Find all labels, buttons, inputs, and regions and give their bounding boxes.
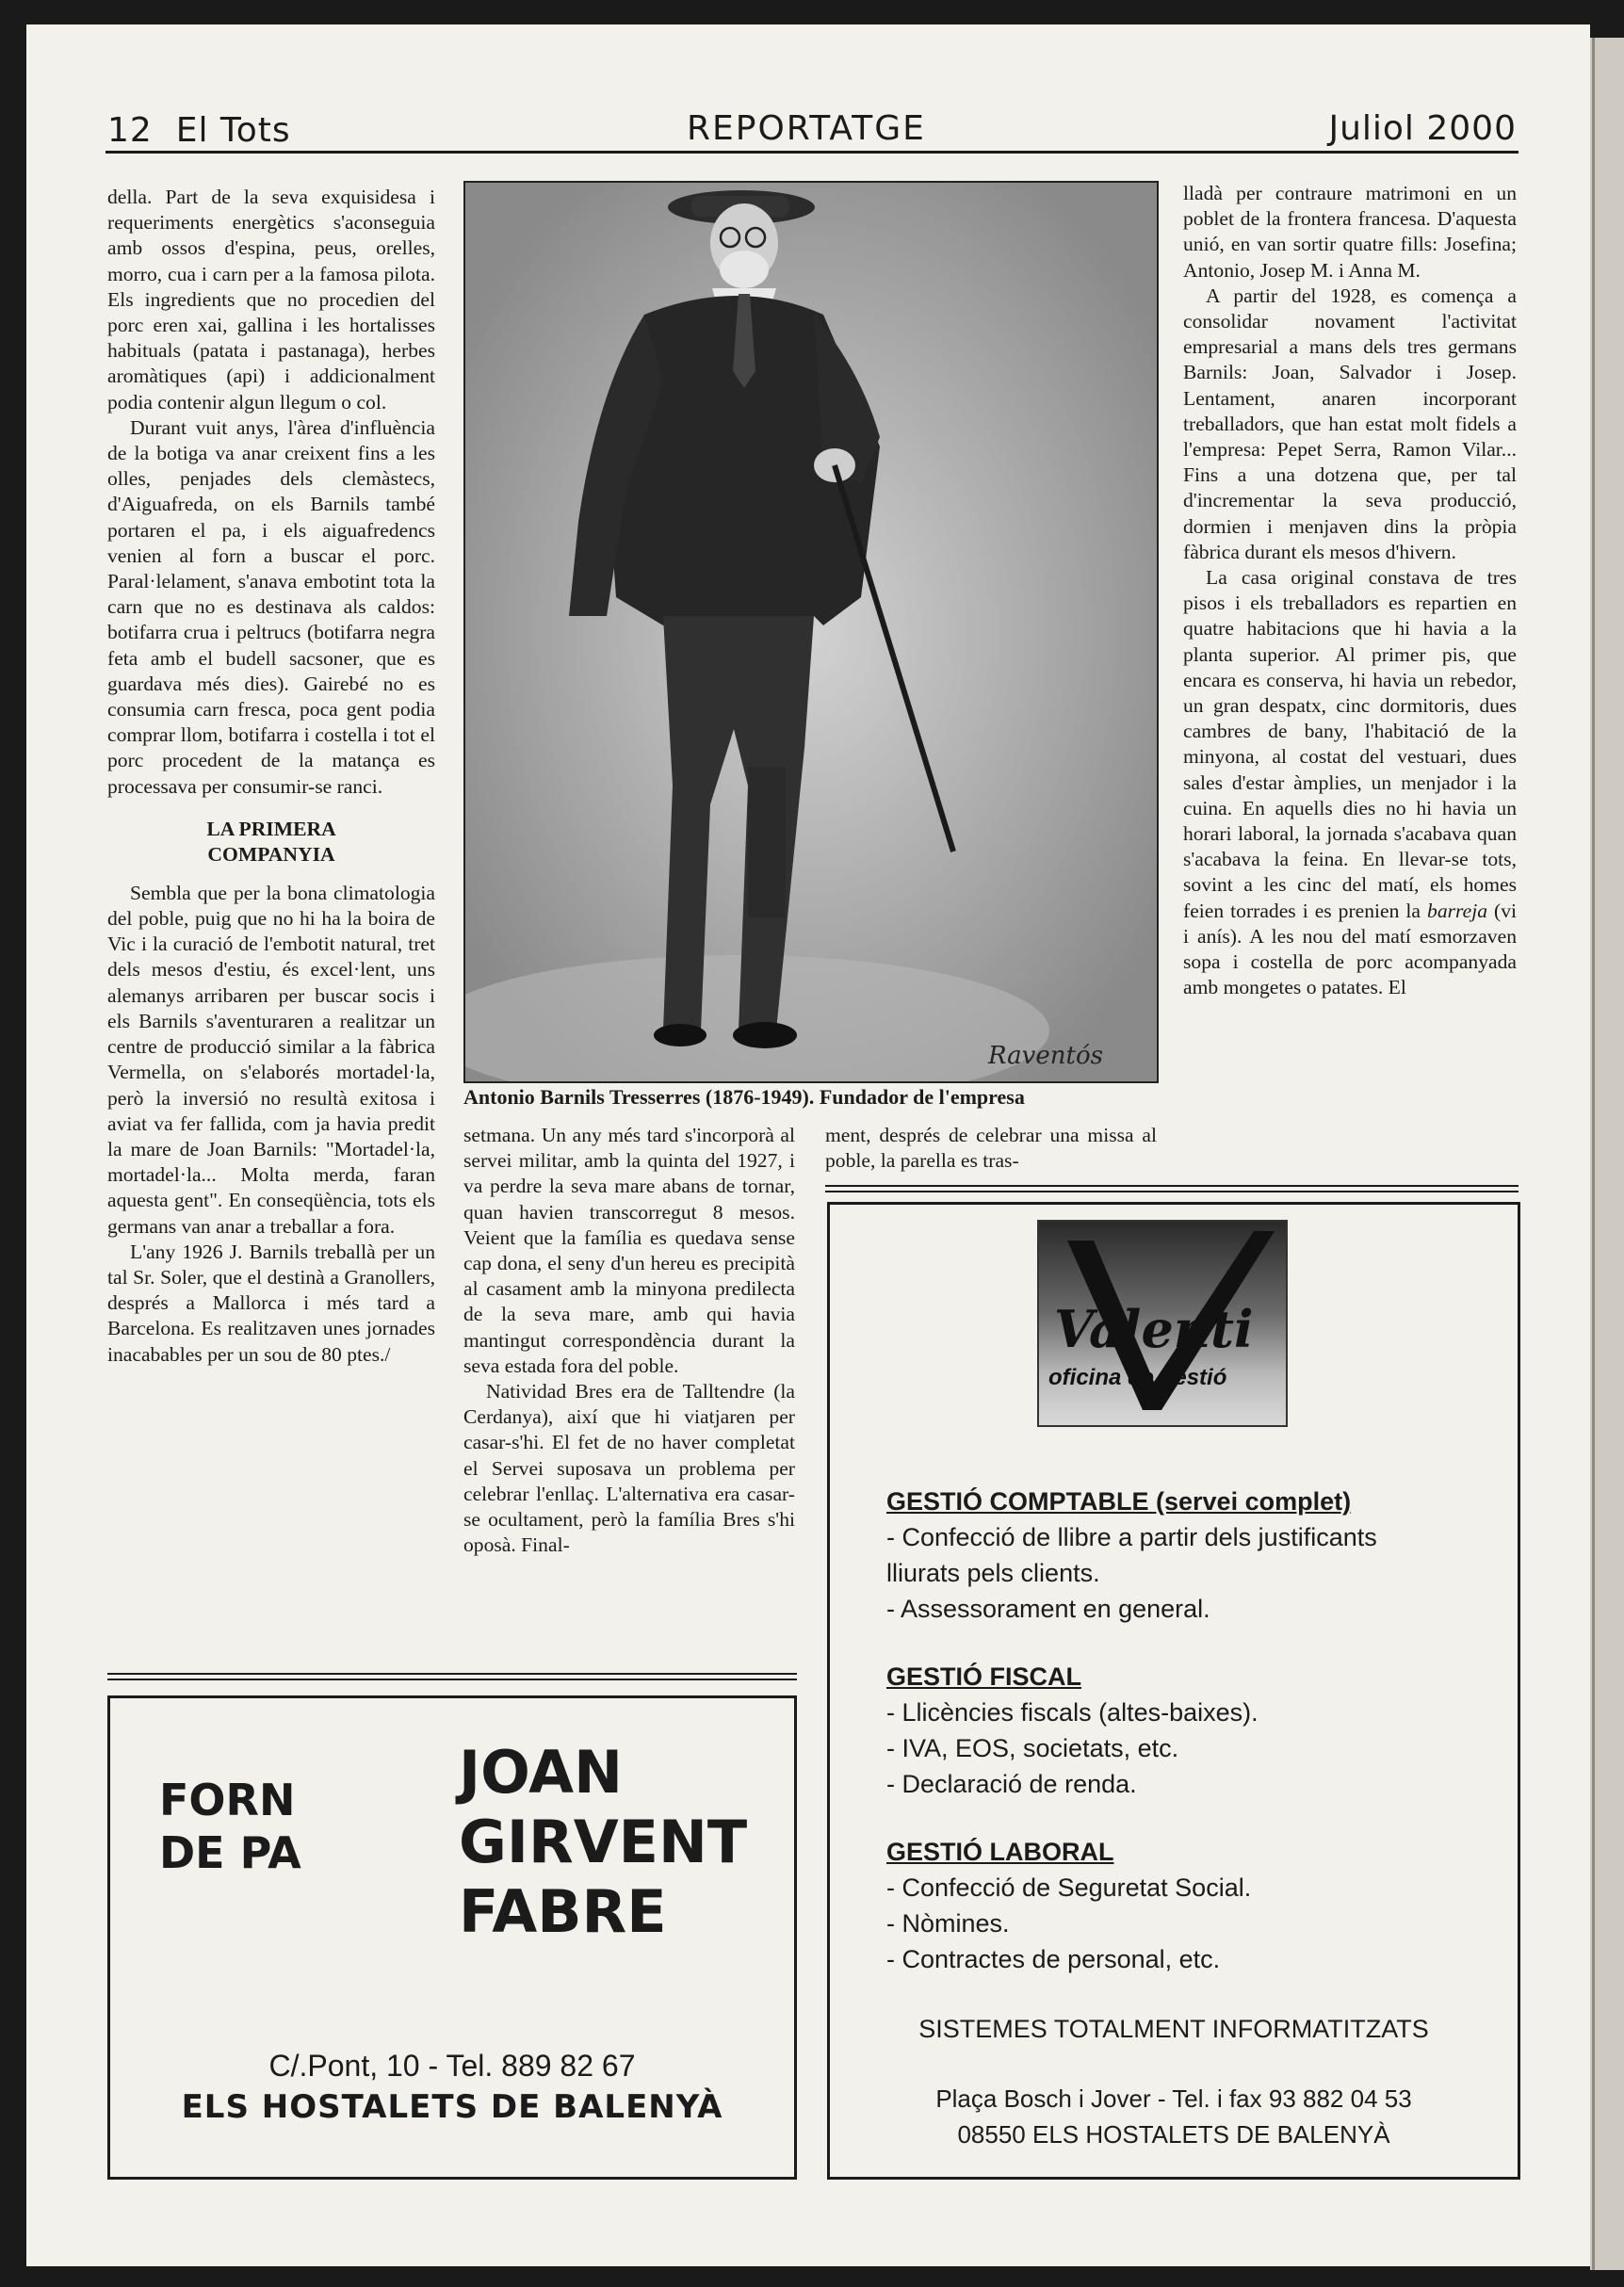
valenti-town: 08550 ELS HOSTALETS DE BALENYÀ: [957, 2120, 1390, 2149]
portrait-illustration: [465, 183, 1157, 1081]
service-item: - IVA, EOS, societats, etc.: [886, 1734, 1179, 1762]
ad-divider-left: [107, 1673, 797, 1675]
ad-divider-right: [825, 1185, 1518, 1187]
article-paragraph: A partir del 1928, es comença a consolidar novament l'activitat empresarial a mans dels tres germans Barnils: Joan, Salvador i Josep. Lentament, anaren incorporant treballadors, que han estat molt fidels a l'empresa: Pepet Serra, Ramon Vilar... Fins a una dotzena que, per tal d'incrementar la seva producció, dormien i menjaven dins la pròpia fàbrica durant els mesos d'hivern.: [1183, 284, 1517, 563]
article-paragraph: [1183, 565, 1517, 1000]
labour-section: [886, 1834, 1251, 1977]
ad-divider-left-2: [107, 1679, 797, 1680]
service-item: - Confecció de Seguretat Social.: [886, 1873, 1252, 1902]
article-column-4: [1183, 181, 1517, 1001]
service-item: lliurats pels clients.: [886, 1559, 1100, 1587]
article-paragraph: ment, després de celebrar una missa al poble, la parella es tras-: [825, 1124, 1157, 1173]
section-heading: GESTIÓ COMPTABLE (servei complet): [886, 1487, 1352, 1516]
article-paragraph: Durant vuit anys, l'àrea d'influència de la botiga va anar creixent fins a les olles, penjades dels clemàstecs, d'Aiguafreda, on els Barnils també portaren el pa, i els aiguafredencs venien al forn a buscar el porc. Paral·lelament, s'anava embotint tota la carn que no es destinava als caldos: botifarra crua i peltrucs (botifarra negra feta amb el budell sacsoner, que es guardava més dies). Gairebé no es consumia carn fresca, poca gent podia comprar llom, botifarra i costella i tot el porc procedent de la matança es processava per consumir-se ranci.: [107, 415, 435, 798]
header-rule: [106, 151, 1518, 154]
bakery-owner-name: [459, 1738, 747, 1947]
valenti-address: Plaça Bosch i Jover - Tel. i fax 93 882 04 53: [935, 2084, 1412, 2113]
bakery-label: [159, 1774, 301, 1879]
ad-divider-right-2: [825, 1191, 1518, 1192]
owner-name-line: FABRE: [459, 1877, 667, 1946]
portrait-photo: [463, 181, 1159, 1083]
issue-date: Juliol 2000: [1328, 109, 1517, 148]
service-item: - Declaració de renda.: [886, 1770, 1137, 1798]
paragraph-text: (vi i anís). A les nou del matí esmorzaven sopa i costella de porc acompanyada amb mongetes o patates. El: [1183, 899, 1518, 999]
paragraph-text: La casa original constava de tres pisos i els treballadors es repartien en quatre habitacions que hi havia a la planta superior. Al primer pis, que encara es conserva, hi havia un rebedor, un gran despatx, cinc dormitoris, dues cambres de bany, l'habitació de la minyona, al costat del vestuari, dues sales d'estar àmplies, un menjador i la cuina. En aquells dies no hi havia un horari laboral, la jornada s'acabava quan s'acabava la feina. En llevar-se tots, sovint a les cinc del matí, els homes feien torrades i es prenien la: [1183, 566, 1517, 922]
article-paragraph: setmana. Un any més tard s'incorporà al servei militar, amb la quinta del 1927, i va perdre la seva mare abans de tornar, quan havien transcorregut 8 mesos. Veient que la família es quedava sense cap dona, el seny d'un hereu es precipità al casament amb la minyona predilecta de la seva mare, amb qui havia mantingut correspondència durant la seva estada fora del poble.: [463, 1124, 795, 1377]
systems-note: SISTEMES TOTALMENT INFORMATITZATS: [918, 2015, 1429, 2043]
valenti-logo: [1037, 1220, 1288, 1427]
service-item: - Nòmines.: [886, 1909, 1010, 1938]
page-number-title: 12 El Tots: [107, 111, 291, 150]
section-heading: GESTIÓ LABORAL: [886, 1838, 1114, 1866]
service-item: - Confecció de llibre a partir dels justificants: [886, 1523, 1377, 1551]
page-edge-line: [1592, 38, 1595, 2270]
italic-word: barreja: [1427, 899, 1488, 922]
valenti-advertisement: [827, 1202, 1520, 2180]
article-column-1: [107, 185, 435, 1368]
service-item: - Llicències fiscals (altes-baixes).: [886, 1698, 1259, 1727]
article-column-3: [825, 1123, 1157, 1174]
tax-section: [886, 1659, 1259, 1802]
bakery-label-line: FORN: [159, 1775, 296, 1825]
valenti-logo-subtitle: oficina de gestió: [1048, 1365, 1227, 1390]
page-header: [107, 105, 1517, 153]
bakery-town: ELS HOSTALETS DE BALENYÀ: [181, 2088, 723, 2126]
article-paragraph: lladà per contraure matrimoni en un poblet de la frontera francesa. D'aquesta unió, en van sortir quatre fills: Josefina; Antonio, Josep M. i Anna M.: [1183, 182, 1517, 282]
owner-name-line: GIRVENT: [459, 1808, 748, 1876]
article-column-2: [463, 1123, 795, 1558]
article-subheading: LA PRIMERA COMPANYIA: [206, 817, 336, 866]
section-heading: GESTIÓ FISCAL: [886, 1663, 1082, 1691]
service-item: - Contractes de personal, etc.: [886, 1945, 1221, 1973]
article-paragraph: Sembla que per la bona climatologia del poble, puig que no hi ha la boira de Vic i la curació de l'embotit natural, tret dels mesos d'estiu, és excel·lent, uns alemanys arribaren per buscar socis i els Barnils s'aventuraren a realitzar un centre de producció similar a la fàbrica Vermella, on s'elaborés mortadel·la, però la inversió no resultà exitosa i aviat va fer fallida, com ja havia predit la mare de Joan Barnils: "Mortadel·la, mortadel·la... Molta merda, faran aquesta gent". En conseqüència, tots els germans van anar a treballar a fora.: [107, 881, 435, 1238]
owner-name-line: JOAN: [459, 1738, 623, 1807]
article-paragraph: Natividad Bres era de Talltendre (la Cerdanya), així que hi viatjaren per casar-s'hi. El fet de no haver completat el Servei suposava un problema per celebrar l'enllaç. L'alternativa era casar-se ocultament, però la família Bres s'hi oposà. Final-: [463, 1380, 795, 1557]
bakery-label-line: DE PA: [159, 1827, 301, 1878]
page-edge: [1590, 38, 1624, 2270]
valenti-logo-name: Valenti: [1054, 1299, 1254, 1359]
photo-caption: Antonio Barnils Tresserres (1876-1949). Fundador de l'empresa: [463, 1085, 1025, 1109]
service-item: - Assessorament en general.: [886, 1595, 1210, 1623]
article-paragraph: L'any 1926 J. Barnils treballà per un tal Sr. Soler, que el destinà a Granollers, després a Mallorca i més tard a Barcelona. Es realitzaven unes jornades inacabables per un sou de 80 ptes./: [107, 1240, 435, 1366]
article-paragraph: della. Part de la seva exquisidesa i requeriments energètics s'aconseguia amb ossos d'espina, peus, orelles, morro, cua i carn per a la famosa pilota. Els ingredients que no procedien del porc eren xai, gallina i les hortalisses habituals (patata i pastanaga), herbes aromàtiques (api) i addicionalment podia contenir algun llegum o col.: [107, 186, 435, 414]
section-title: REPORTATGE: [687, 109, 926, 148]
bakery-advertisement: [107, 1695, 797, 2180]
accounting-section: [886, 1484, 1377, 1627]
photo-signature: Raventós: [988, 1042, 1103, 1070]
bakery-address: C/.Pont, 10 - Tel. 889 82 67: [268, 2049, 636, 2083]
